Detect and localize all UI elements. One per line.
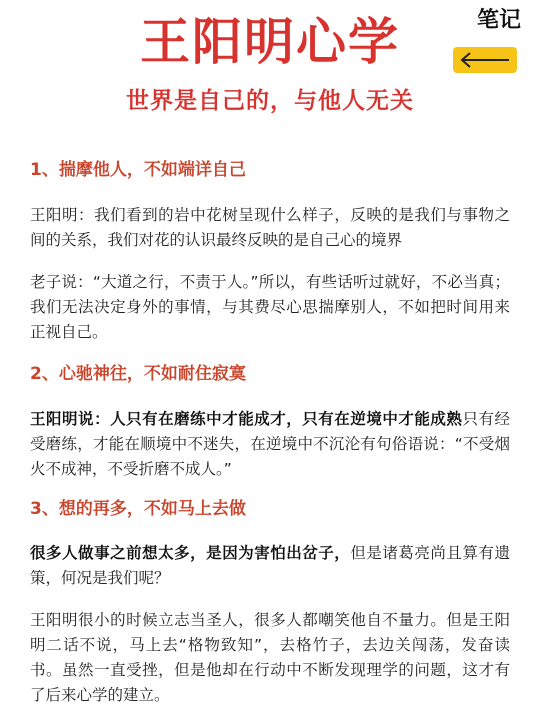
- section-2-bold-lead: 王阳明说：人只有在磨练中才能成才，只有在逆境中才能成熟: [30, 410, 463, 428]
- section-2-body: [30, 407, 510, 482]
- left-arrow-icon: [453, 47, 517, 73]
- section-3-paragraph: 王阳明很小的时候立志当圣人，很多人都嘲笑他自不量力。但是王阳明二话不说，马上去“格物致知”，去格竹子，去边关闯荡，发奋读书。虽然一直受挫，但是他却在行动中不断发现理学的问题，这才有了后来心学的建立。: [30, 611, 510, 704]
- section-3-bold-lead: 很多人做事之前想太多，是因为害怕出岔子，: [30, 544, 351, 562]
- section-3-lead: [30, 541, 510, 591]
- arrow-badge: [453, 47, 517, 73]
- section-2-paragraph: 只有经受磨练，才能在顺境中不迷失，在逆境中不沉沦有句俗语说：“不受烟火不成神，不受折磨不成人。”: [30, 410, 510, 478]
- section-1-paragraph-1: 王阳明：我们看到的岩中花树呈现什么样子，反映的是我们与事物之间的关系，我们对花的认识最终反映的是自己心的境界: [30, 206, 510, 249]
- page-title: 王阳明心学: [140, 13, 400, 71]
- page-subtitle: 世界是自己的，与他人无关: [126, 88, 414, 114]
- section-1-heading: 1、揣摩他人，不如端详自己: [30, 160, 246, 180]
- note-tag: 笔记: [466, 4, 532, 38]
- section-2-heading: 2、心驰神往，不如耐住寂寞: [30, 364, 246, 384]
- section-3-lead-rest: 但是诸葛亮尚且算有遗策，何况是我们呢？: [30, 544, 510, 587]
- section-3-heading: 3、想的再多，不如马上去做: [30, 499, 246, 519]
- section-1-paragraph-2: 老子说：“大道之行，不责于人。”所以，有些话听过就好，不必当真；我们无法决定身外的事情，与其费尽心思揣摩别人，不如把时间用来正视自己。: [30, 273, 510, 341]
